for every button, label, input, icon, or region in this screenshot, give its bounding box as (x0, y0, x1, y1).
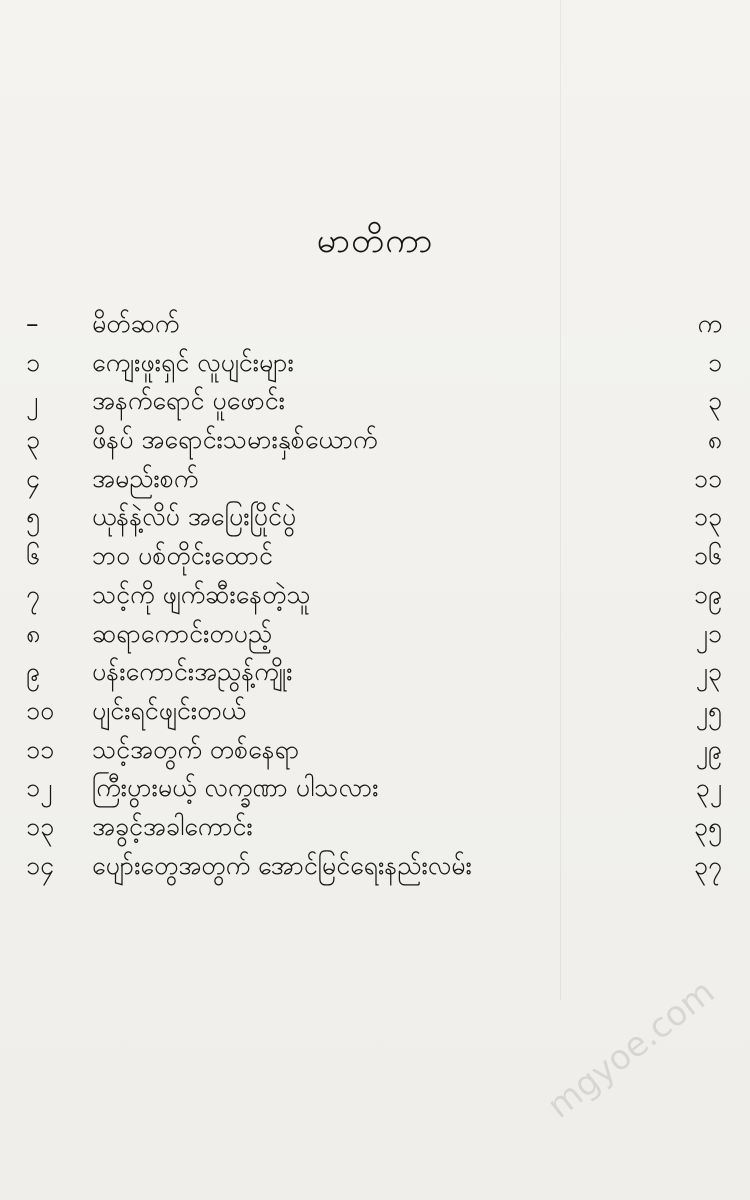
entry-number: ၅ (26, 502, 41, 532)
entry-title: မိတ်ဆက် (92, 309, 180, 338)
entry-page-number: ၃၅ (693, 811, 722, 841)
entry-title: ကျေးဖူးရှင် လူပျင်းများ (92, 347, 294, 377)
entry-title: အခွင့်အခါကောင်း (92, 811, 253, 841)
entry-number: ၁၁ (26, 734, 55, 764)
entry-number: ၄ (26, 463, 41, 493)
watermark: mgyoe.com (540, 971, 723, 1127)
toc-entry (0, 537, 750, 576)
toc-entry (0, 615, 750, 654)
toc-entry (0, 731, 750, 770)
entry-page-number: ၂၉ (695, 734, 722, 764)
entry-number: ၉ (26, 657, 41, 687)
entry-number: ၁၂ (26, 773, 53, 803)
toc-entry (0, 305, 750, 344)
entry-title: ပျင်းရင်ဖျင်းတယ် (92, 695, 246, 725)
entry-title: ကြီးပွားမယ့် လက္ခဏာ ပါသလား (92, 773, 379, 803)
entry-number: ၈ (26, 618, 41, 648)
entry-page-number: ၃၇ (693, 850, 722, 880)
entry-title: ဆရာကောင်းတပည့် (92, 618, 273, 648)
page-title: မာတိကာ (316, 221, 434, 261)
toc-entry (0, 692, 750, 731)
entry-page-number: ၃ (707, 386, 722, 416)
toc-entry (0, 460, 750, 499)
toc-entry (0, 653, 750, 692)
toc-entry (0, 769, 750, 808)
toc-entry (0, 498, 750, 537)
toc-entry (0, 808, 750, 847)
entry-title: အမည်းစက် (92, 463, 199, 493)
table-of-contents (0, 305, 750, 885)
entry-number: – (26, 309, 39, 338)
toc-entry (0, 847, 750, 886)
entry-number: ၁၄ (26, 850, 55, 880)
entry-page-number: ၁၆ (693, 541, 722, 571)
entry-title: သင့်အတွက် တစ်နေရာ (92, 734, 300, 764)
entry-number: ၁၀ (26, 695, 55, 725)
entry-number: ၂ (26, 386, 39, 416)
entry-title: ဖိနပ် အရောင်းသမားနှစ်ယောက် (92, 425, 378, 455)
entry-number: ၇ (26, 579, 41, 609)
entry-page-number: ၁၉ (693, 579, 722, 609)
entry-number: ၁ (26, 347, 41, 377)
entry-page-number: ၃၂ (695, 773, 722, 803)
entry-page-number: ၁၃ (693, 502, 722, 532)
entry-page-number: ၂၅ (695, 695, 722, 725)
entry-page-number: ၈ (707, 425, 722, 455)
toc-entry (0, 421, 750, 460)
entry-page-number: ၂၁ (695, 618, 722, 648)
toc-entry (0, 576, 750, 615)
toc-entry (0, 344, 750, 383)
entry-page-number: ၁ (707, 347, 722, 377)
entry-title: ယုန်နဲ့လိပ် အပြေးပြိုင်ပွဲ (92, 502, 297, 532)
entry-number: ၃ (26, 425, 41, 455)
entry-title: အနက်ရောင် ပူဖောင်း (92, 386, 285, 416)
entry-page-number: ၂၃ (695, 657, 722, 687)
entry-page-number: ၁၁ (693, 463, 722, 493)
entry-page-number: က (697, 309, 722, 338)
entry-number: ၁၃ (26, 811, 55, 841)
toc-entry (0, 382, 750, 421)
entry-title: ပန်းကောင်းအညွန့်ကျိုး (92, 657, 293, 687)
entry-number: ၆ (26, 541, 41, 571)
entry-title: ဘဝ ပစ်တိုင်းထောင် (92, 541, 273, 571)
entry-title: ပျော်းတွေအတွက် အောင်မြင်ရေးနည်းလမ်း (92, 850, 472, 880)
entry-title: သင့်ကို ဖျက်ဆီးနေတဲ့သူ (92, 579, 311, 609)
